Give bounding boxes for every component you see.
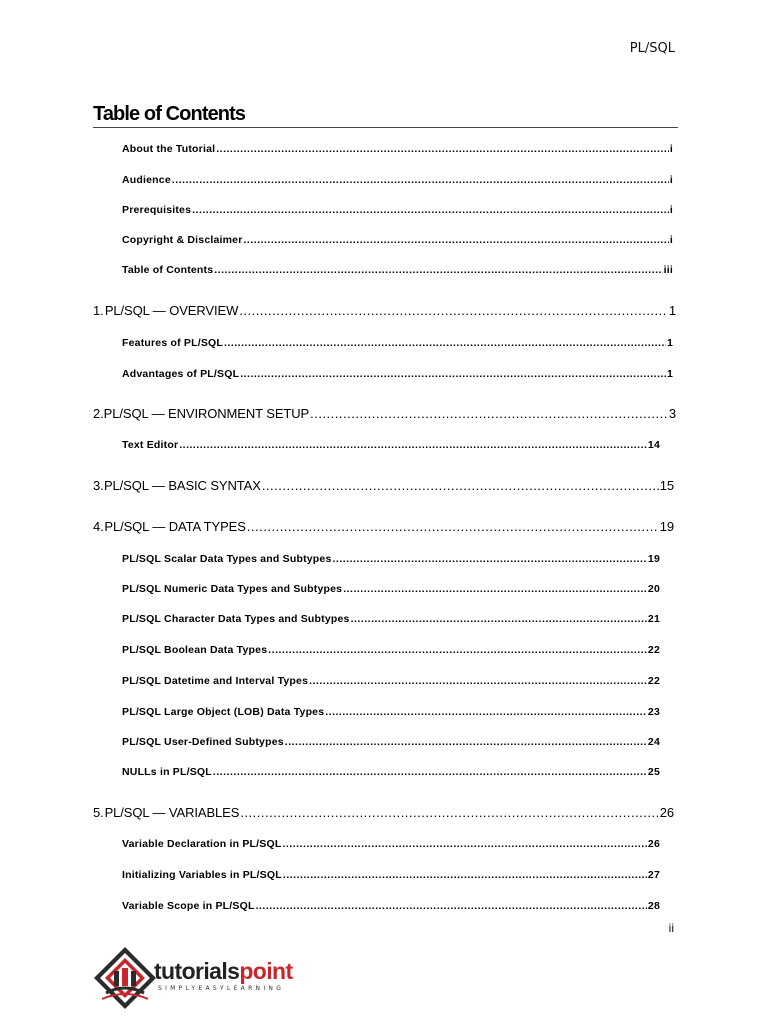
toc-chapter[interactable] — [93, 805, 674, 820]
dot-leader — [343, 583, 647, 595]
toc-entry-title: Copyright & Disclaimer — [122, 234, 243, 246]
running-header-title: PL/SQL — [629, 41, 675, 56]
toc-entry-page: 28 — [647, 900, 660, 912]
toc-entry-page: 19 — [647, 553, 660, 565]
dot-leader — [192, 204, 669, 216]
chapter-page: 15 — [659, 478, 674, 493]
dot-leader — [224, 337, 666, 349]
chapter-number: 5. — [93, 805, 104, 820]
toc-entry-page: 23 — [647, 706, 660, 718]
chapter-title: PL/SQL — ENVIRONMENT SETUP — [103, 406, 310, 421]
page-number: ii — [668, 921, 674, 935]
dot-leader — [262, 478, 659, 493]
toc-entry-page: 24 — [647, 736, 660, 748]
dot-leader — [247, 519, 659, 534]
toc-entry[interactable] — [122, 583, 660, 595]
toc-entry-title: PL/SQL Scalar Data Types and Subtypes — [122, 553, 332, 565]
chapter-page: 26 — [659, 805, 674, 820]
toc-chapter[interactable] — [93, 303, 676, 318]
toc-entry-title: Advantages of PL/SQL — [122, 368, 240, 380]
toc-entry[interactable] — [122, 900, 660, 912]
toc-entry-title: PL/SQL Boolean Data Types — [122, 644, 268, 656]
logo-wordmark-part1: tutorials — [154, 958, 240, 984]
chapter-number: 1. — [93, 303, 104, 318]
toc-entry-page: 22 — [647, 644, 660, 656]
chapter-title: PL/SQL — BASIC SYNTAX — [103, 478, 261, 493]
toc-entry-page: 21 — [647, 613, 660, 625]
toc-entry-page: 1 — [666, 368, 673, 380]
toc-entry-title: About the Tutorial — [122, 143, 216, 155]
toc-entry[interactable] — [122, 234, 673, 246]
toc-entry-title: Text Editor — [122, 439, 179, 451]
dot-leader — [179, 439, 647, 451]
dot-leader — [240, 368, 666, 380]
tutorialspoint-logo — [92, 945, 332, 1011]
dot-leader — [285, 736, 647, 748]
dot-leader — [216, 143, 669, 155]
toc-entry[interactable] — [122, 869, 660, 881]
toc-entry-title: PL/SQL User-Defined Subtypes — [122, 736, 284, 748]
toc-entry[interactable] — [122, 204, 673, 216]
dot-leader — [282, 838, 646, 850]
toc-chapter[interactable] — [93, 519, 674, 534]
toc-entry[interactable] — [122, 553, 660, 565]
dot-leader — [214, 264, 662, 276]
chapter-number: 3. — [93, 478, 104, 493]
toc-entry[interactable] — [122, 337, 673, 349]
toc-entry-title: PL/SQL Numeric Data Types and Subtypes — [122, 583, 343, 595]
logo-tagline: SIMPLYEASYLEARNING — [158, 985, 285, 992]
dot-leader — [268, 644, 647, 656]
toc-entry[interactable] — [122, 143, 673, 155]
dot-leader — [310, 406, 668, 421]
chapter-page: 1 — [668, 303, 676, 318]
dot-leader — [283, 869, 647, 881]
toc-entry-page: 26 — [647, 838, 660, 850]
toc-chapter[interactable] — [93, 406, 676, 421]
toc-entry-title: Variable Scope in PL/SQL — [122, 900, 255, 912]
toc-entry-page: 20 — [647, 583, 660, 595]
toc-entry-page: iii — [663, 264, 673, 276]
toc-entry-title: Features of PL/SQL — [122, 337, 224, 349]
toc-entry-page: i — [669, 234, 673, 246]
toc-heading: Table of Contents — [93, 103, 246, 125]
toc-entry-title: Initializing Variables in PL/SQL — [122, 869, 282, 881]
dot-leader — [239, 303, 668, 318]
toc-entry-page: i — [669, 174, 673, 186]
dot-leader — [309, 675, 647, 687]
toc-entry[interactable] — [122, 439, 660, 451]
toc-entry-page: 27 — [647, 869, 660, 881]
toc-entry[interactable] — [122, 766, 660, 778]
toc-entry-title: Variable Declaration in PL/SQL — [122, 838, 282, 850]
toc-entry-title: NULLs in PL/SQL — [122, 766, 212, 778]
toc-entry[interactable] — [122, 174, 673, 186]
toc-entry[interactable] — [122, 675, 660, 687]
logo-wordmark-part2: point — [239, 958, 293, 984]
toc-entry[interactable] — [122, 706, 660, 718]
chapter-title: PL/SQL — DATA TYPES — [104, 519, 246, 534]
dot-leader — [333, 553, 647, 565]
chapter-page: 19 — [659, 519, 674, 534]
chapter-number: 2. — [93, 406, 104, 421]
dot-leader — [325, 706, 647, 718]
dot-leader — [213, 766, 647, 778]
toc-entry[interactable] — [122, 736, 660, 748]
toc-entry-page: 25 — [647, 766, 660, 778]
toc-entry-page: 1 — [666, 337, 673, 349]
chapter-title: PL/SQL — OVERVIEW — [104, 303, 239, 318]
chapter-title: PL/SQL — VARIABLES — [104, 805, 240, 820]
toc-entry-title: Prerequisites — [122, 204, 192, 216]
toc-entry-page: i — [669, 204, 673, 216]
toc-entry-title: Table of Contents — [122, 264, 214, 276]
chapter-page: 3 — [668, 406, 676, 421]
dot-leader — [240, 805, 658, 820]
toc-entry[interactable] — [122, 264, 673, 276]
dot-leader — [351, 613, 647, 625]
toc-entry-title: PL/SQL Datetime and Interval Types — [122, 675, 309, 687]
dot-leader — [172, 174, 669, 186]
toc-entry-title: PL/SQL Character Data Types and Subtypes — [122, 613, 350, 625]
dot-leader — [244, 234, 669, 246]
toc-entry-page: 14 — [647, 439, 660, 451]
toc-chapter[interactable] — [93, 478, 674, 493]
toc-entry[interactable] — [122, 838, 660, 850]
chapter-number: 4. — [93, 519, 104, 534]
toc-entry-title: PL/SQL Large Object (LOB) Data Types — [122, 706, 325, 718]
toc-entry[interactable] — [122, 613, 660, 625]
toc-entry-page: 22 — [647, 675, 660, 687]
toc-entry-title: Audience — [122, 174, 171, 186]
toc-entry[interactable] — [122, 644, 660, 656]
toc-entry-page: i — [669, 143, 673, 155]
dot-leader — [256, 900, 647, 912]
tutorialspoint-logo-icon — [92, 945, 158, 1011]
toc-entry[interactable] — [122, 368, 673, 380]
logo-wordmark — [154, 958, 293, 985]
